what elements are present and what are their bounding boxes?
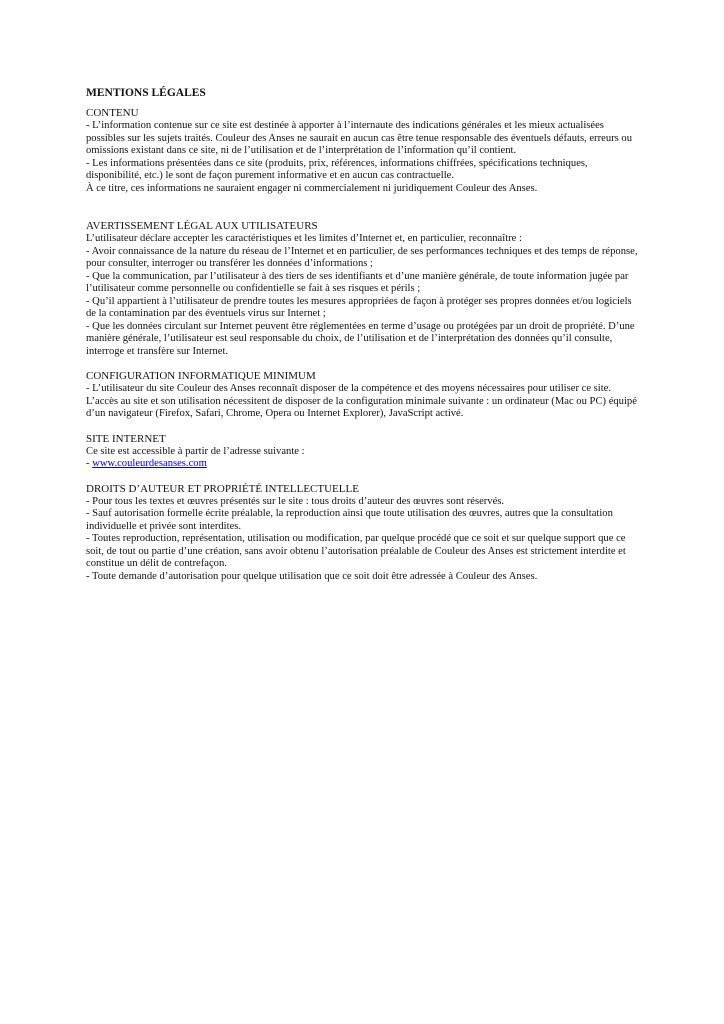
paragraph: Ce site est accessible à partir de l’adresse suivante : <box>86 445 305 457</box>
section-contenu <box>86 107 638 195</box>
paragraph: - Toute demande d’autorisation pour quelque utilisation que ce soit doit être adressée à Couleur des Anses. <box>86 570 538 582</box>
paragraph: - Pour tous les textes et œuvres présentés sur le site : tous droits d’auteur des œuvres sont réservés. <box>86 495 505 507</box>
paragraph: - Sauf autorisation formelle écrite préalable, la reproduction ainsi que toute utilisation des œuvres, autres que la consultation individuelle et privée sont interdites. <box>86 508 613 532</box>
link-prefix: - <box>86 458 93 469</box>
section-site-internet <box>86 433 638 471</box>
paragraph: À ce titre, ces informations ne sauraient engager ni commercialement ni juridiquement Couleur des Anses. <box>86 182 538 194</box>
section-avertissement <box>86 220 638 358</box>
document-body <box>86 86 638 583</box>
paragraph: - Les informations présentées dans ce site (produits, prix, références, informations chiffrées, spécifications techniques, disponibilité, etc.) le sont de façon purement informative et en aucun cas contractuelle. <box>86 157 588 181</box>
document-title: MENTIONS LÉGALES <box>86 87 206 99</box>
section-heading-avertissement: AVERTISSEMENT LÉGAL AUX UTILISATEURS <box>86 220 318 232</box>
link-line <box>86 458 638 471</box>
paragraph: - Que les données circulant sur Internet peuvent être réglementées en terme d’usage ou protégées par un droit de propriété. D’une manière générale, l’utilisateur est seul responsable du choix, de l’utilisation et de l’interprétation des données qu’il consulte, interroge et transfère sur Internet. <box>86 320 635 357</box>
section-spacer <box>86 358 638 370</box>
paragraph: - Avoir connaissance de la nature du réseau de l’Internet et en particulier, de ses performances techniques et des temps de réponse, pour consulter, interroger ou transférer les données d’informations ; <box>86 245 638 269</box>
paragraph: - L’information contenue sur ce site est destinée à apporter à l’internaute des indications générales et les mieux actualisées possibles sur les sujets traités. Couleur des Anses ne saurait en aucun cas être tenue responsable des éventuels défauts, erreurs ou omissions existant dans ce site, ni de l’utilisation et de l’interprétation de l’information qu’il contient. <box>86 120 633 156</box>
section-heading-contenu: CONTENU <box>86 107 139 119</box>
paragraph: - Qu’il appartient à l’utilisateur de prendre toutes les mesures appropriées de façon à protéger ses propres données et/ou logiciels de la contamination par des éventuels virus sur Internet ; <box>86 295 632 319</box>
website-link[interactable]: www.couleurdesanses.com <box>92 458 207 469</box>
section-configuration <box>86 370 638 421</box>
section-heading-droits-auteur: DROITS D’AUTEUR ET PROPRIÉTÉ INTELLECTUELLE <box>86 482 359 495</box>
section-spacer <box>86 421 638 433</box>
section-droits-auteur <box>86 483 638 584</box>
section-spacer <box>86 195 638 220</box>
paragraph: - L’utilisateur du site Couleur des Anses reconnaît disposer de la compétence et des moyens nécessaires pour utiliser ce site. L’accès au site et son utilisation nécessitent de disposer de la configuration minimale suivante : un ordinateur (Mac ou PC) équipé d’un navigateur (Firefox, Safari, Chrome, Opera ou Internet Explorer), JavaScript activé. <box>86 383 637 419</box>
paragraph: L’utilisateur déclare accepter les caractéristiques et les limites d’Internet et, en particulier, reconnaître : <box>86 233 522 244</box>
paragraph: - Toutes reproduction, représentation, utilisation ou modification, par quelque procédé que ce soit et sur quelque support que ce soit, de tout ou partie d’une création, sans avoir obtenu l’autorisation préalable de Couleur des Anses est strictement interdite et constitue un délit de contrefaçon. <box>86 533 626 569</box>
section-heading-configuration: CONFIGURATION INFORMATIQUE MINIMUM <box>86 370 316 382</box>
section-spacer <box>86 471 638 483</box>
section-heading-site-internet: SITE INTERNET <box>86 432 166 445</box>
paragraph: - Que la communication, par l’utilisateur à des tiers de ses identifiants et d’une manière générale, de toute information jugée par l’utilisateur comme personnelle ou confidentielle se fait à ses risques et périls ; <box>86 270 629 294</box>
